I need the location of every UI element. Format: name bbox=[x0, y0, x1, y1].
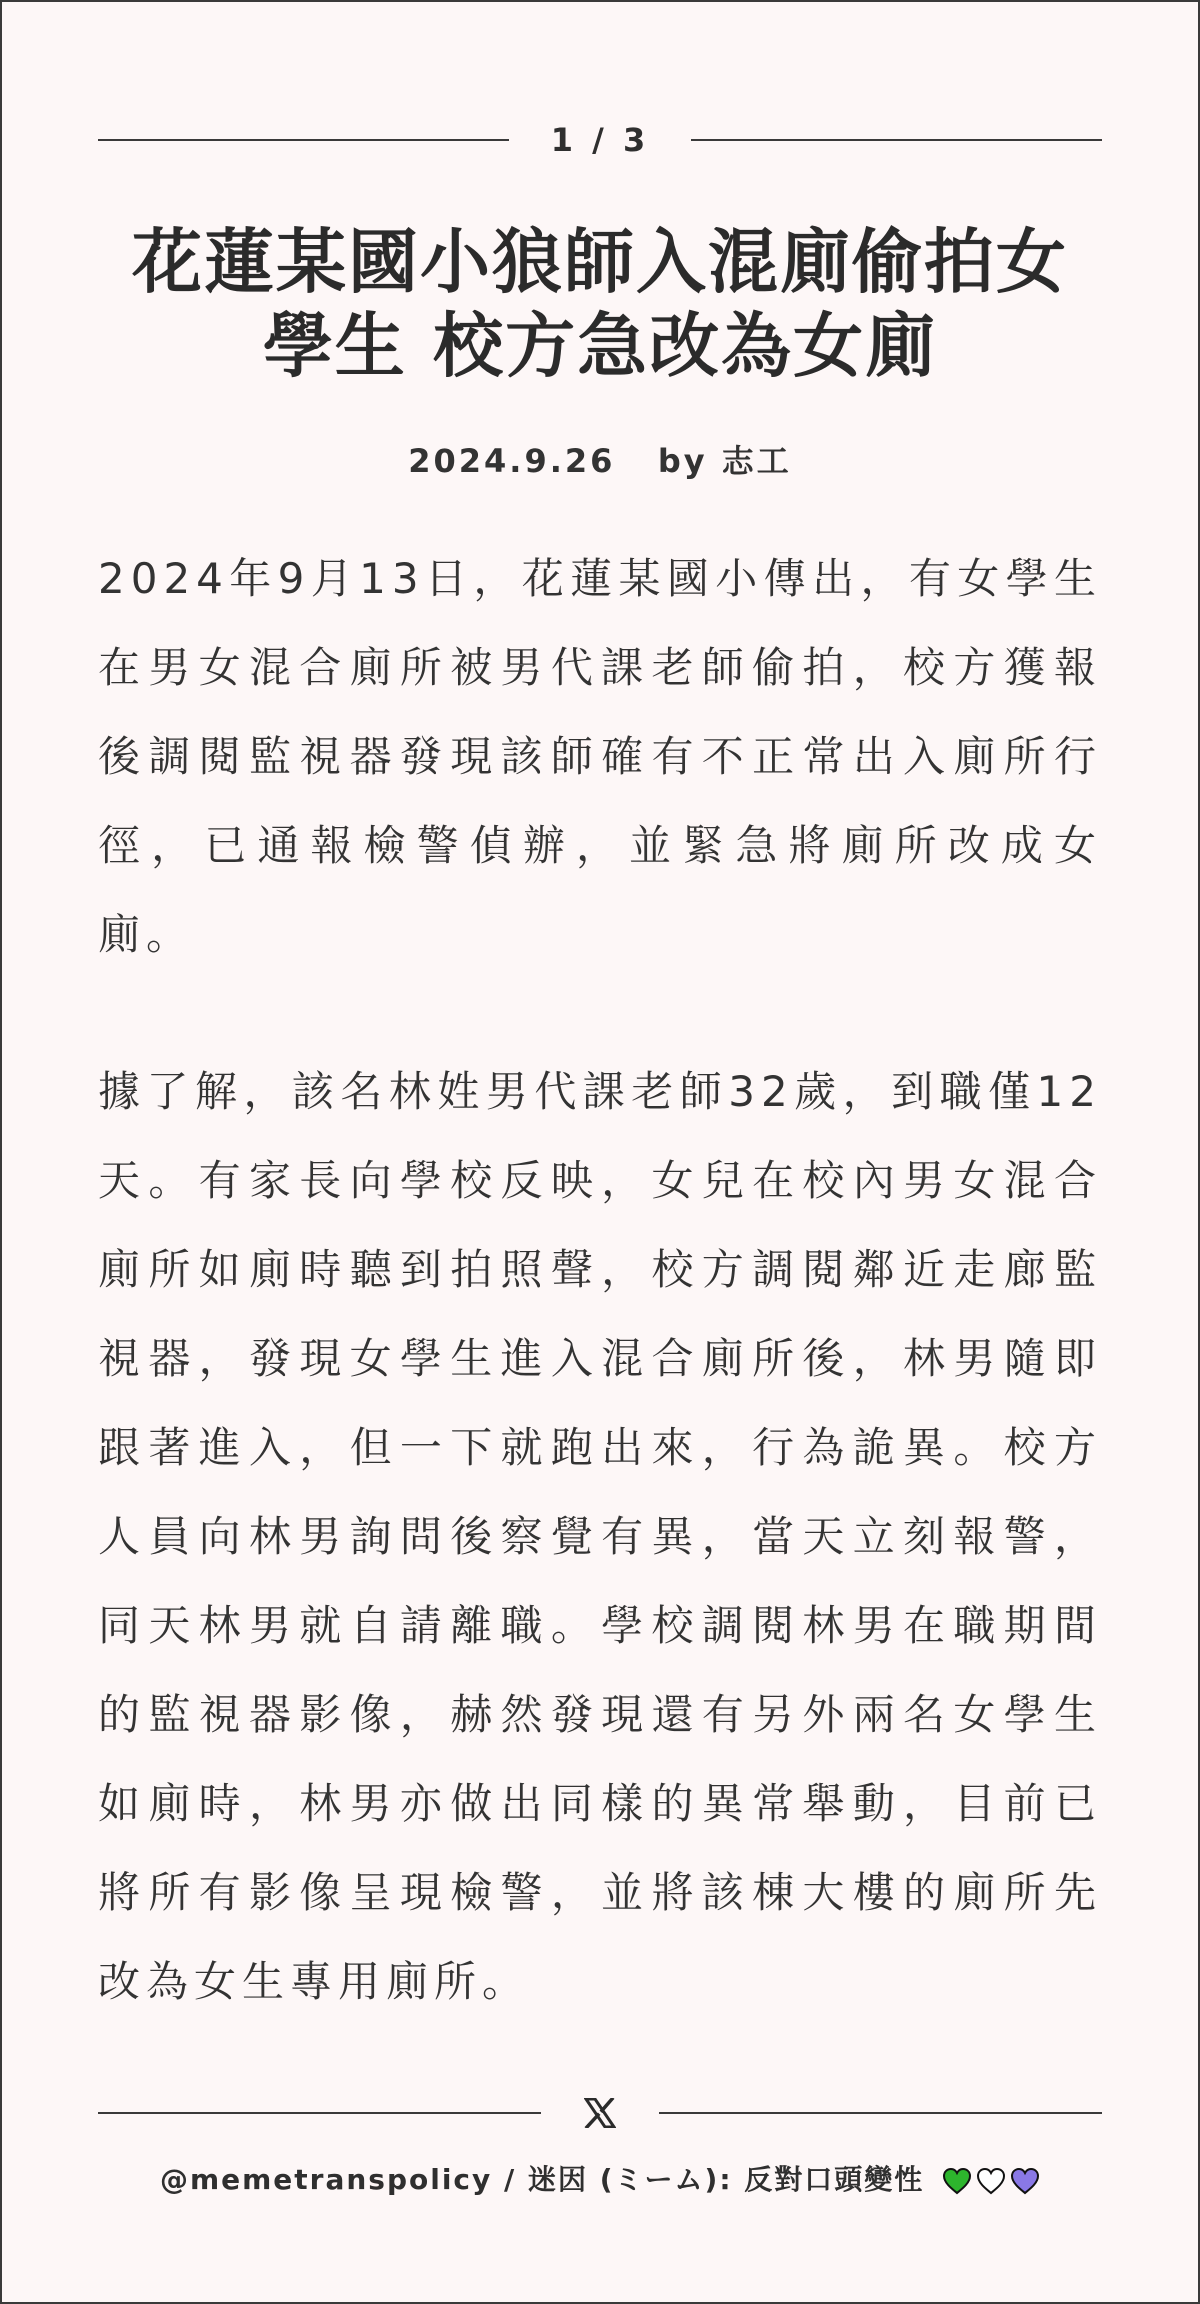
divider-right bbox=[691, 139, 1102, 141]
divider-left bbox=[98, 139, 509, 141]
purple-heart-icon bbox=[1010, 2167, 1040, 2195]
article-meta bbox=[98, 436, 1102, 482]
page-counter: 1 / 3 bbox=[550, 121, 650, 159]
footer-divider-left bbox=[98, 2112, 541, 2114]
page-counter-row bbox=[98, 120, 1102, 160]
x-logo-icon bbox=[541, 2090, 659, 2136]
white-heart-icon bbox=[976, 2167, 1006, 2195]
article-date: 2024.9.26 bbox=[408, 442, 616, 480]
footer-credit bbox=[98, 2158, 1102, 2198]
article-paragraph-1: 2024年9月13日，花蓮某國小傳出，有女學生在男女混合廁所被男代課老師偷拍，校方獲報後調閱監視器發現該師確有不正常出入廁所行徑，已通報檢警偵辦，並緊急將廁所改成女廁。 bbox=[98, 554, 1102, 959]
green-heart-icon bbox=[942, 2167, 972, 2195]
footer-divider-row bbox=[98, 2090, 1102, 2136]
hearts-group bbox=[942, 2167, 1040, 2195]
article-title: 花蓮某國小狼師入混廁偷拍女學生 校方急改為女廁 bbox=[132, 221, 1068, 387]
article-byline: by 志工 bbox=[657, 442, 792, 480]
article-paragraph-2: 據了解，該名林姓男代課老師32歲，到職僅12天。有家長向學校反映，女兒在校內男女混合廁所如廁時聽到拍照聲，校方調閱鄰近走廊監視器，發現女學生進入混合廁所後，林男隨即跟著進入，但一下就跑出來，行為詭異。校方人員向林男詢問後察覺有異，當天立刻報警，同天林男就自請離職。學校調閱林男在職期間的監視器影像，赫然發現還有另外兩名女學生如廁時，林男亦做出同樣的異常舉動，目前已將所有影像呈現檢警，並將該棟大樓的廁所先改為女生專用廁所。 bbox=[98, 1067, 1102, 2006]
footer-divider-right bbox=[659, 2112, 1102, 2114]
footer-handle: @memetranspolicy / 迷因 (ミーム): 反對口頭變性 bbox=[159, 2163, 925, 2196]
